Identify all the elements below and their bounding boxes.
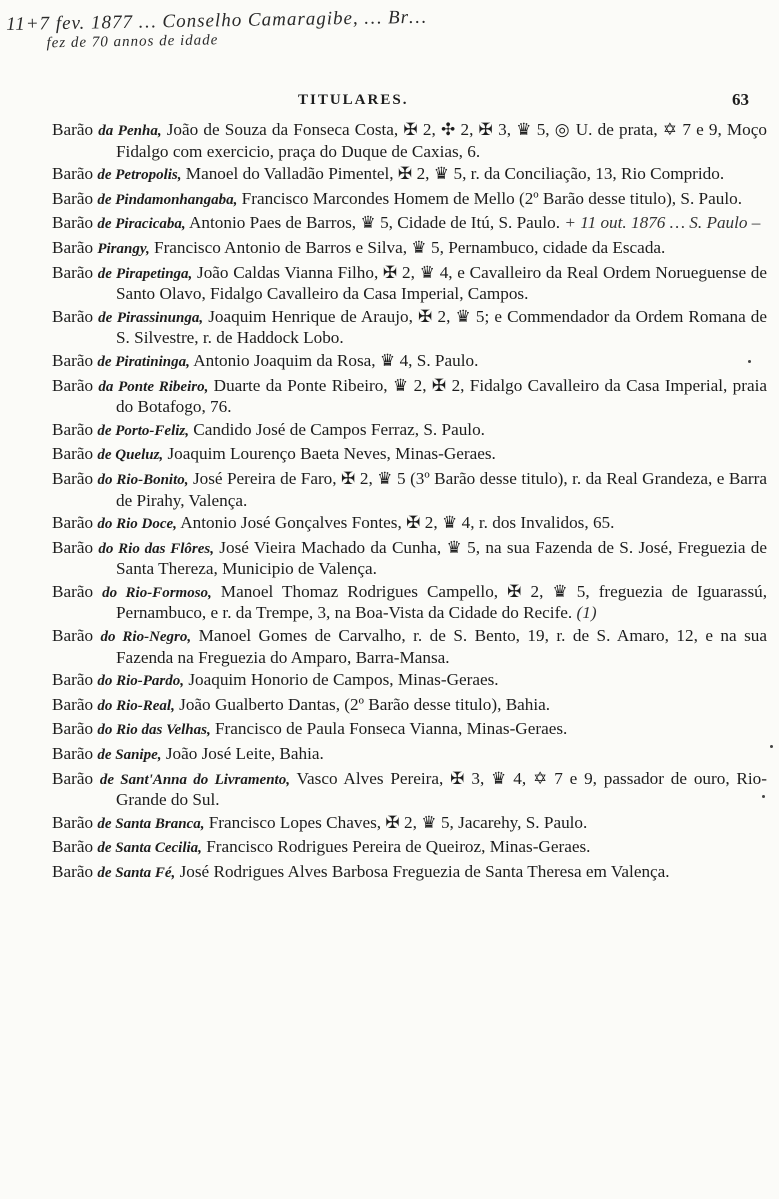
entry-title: de Santa Fé, <box>97 865 176 881</box>
handwritten-line-1: 11+7 fev. 1877 … Conselho Camaragibe, … Br… <box>6 6 428 35</box>
entry-details: Joaquim Henrique de Araujo, ✠ 2, ♛ 5; e Commendador da Ordem Romana de S. Silvestre, r. de Haddock Lobo. <box>116 306 767 348</box>
entry-prefix: Barão <box>52 237 94 257</box>
entry-prefix: Barão <box>52 581 94 601</box>
entry-details: Vasco Alves Pereira, ✠ 3, ♛ 4, ✡ 7 e 9, passador de ouro, Rio-Grande do Sul. <box>116 768 767 810</box>
entry-prefix: Barão <box>52 744 94 764</box>
entry <box>52 582 767 623</box>
entry-title: de Petropolis, <box>97 167 182 184</box>
entry-prefix: Barão <box>52 375 94 395</box>
entry-details: Francisco Marcondes Homem de Mello (2º Barão desse titulo), S. Paulo. <box>237 188 742 208</box>
entry-title: de Pindamonhangaba, <box>97 191 238 208</box>
entry-title: do Rio-Bonito, <box>97 471 189 488</box>
entry-details: Joaquim Lourenço Baeta Neves, Minas-Geraes. <box>163 444 496 464</box>
entry-details: Manoel do Valladão Pimentel, ✠ 2, ♛ 5, r. da Conciliação, 13, Rio Comprido. <box>181 164 725 184</box>
entry-details: José Pereira de Faro, ✠ 2, ♛ 5 (3º Barão desse titulo), r. da Real Grandeza, e Barra de Pirahy, Valença. <box>116 468 768 510</box>
entry-prefix: Barão <box>52 164 94 184</box>
entry-title: do Rio-Real, <box>97 697 175 714</box>
entry <box>52 813 767 835</box>
entry <box>52 189 767 211</box>
entry-prefix: Barão <box>52 812 94 832</box>
speck <box>748 360 751 363</box>
entry-prefix: Barão <box>52 719 94 739</box>
entry-details: José Rodrigues Alves Barbosa Freguezia de Santa Theresa em Valença. <box>175 862 670 881</box>
entry-prefix: Barão <box>52 306 94 326</box>
entry-details: João José Leite, Bahia. <box>161 744 324 764</box>
entry-details: Manoel Thomaz Rodrigues Campello, ✠ 2, ♛ 5, freguezia de Iguarassú, Pernambuco, e r. da Trempe, 3, na Boa-Vista da Cidade do Recife. <box>116 581 768 623</box>
entry <box>52 263 767 304</box>
entry-details: Antonio José Gonçalves Fontes, ✠ 2, ♛ 4, r. dos Invalidos, 65. <box>176 513 615 533</box>
entry-details: João Caldas Vianna Filho, ✠ 2, ♛ 4, e Cavalleiro da Real Ordem Norueguense de Santo Olavo, Fidalgo Cavalleiro da Casa Imperial, Campos. <box>116 262 767 304</box>
entry-prefix: Barão <box>52 262 94 282</box>
entry-prefix: Barão <box>52 768 94 788</box>
entry-title: de Sanipe, <box>97 747 162 764</box>
entry-details: Francisco Antonio de Barros e Silva, ♛ 5, Pernambuco, cidade da Escada. <box>149 237 666 257</box>
handwritten-note: + 11 out. 1876 … S. Paulo – <box>560 213 761 233</box>
entry-prefix: Barão <box>52 862 94 881</box>
entry-details: José Vieira Machado da Cunha, ♛ 5, na sua Fazenda de S. José, Freguezia de Santa Thereza, Municipio de Valença. <box>116 537 767 579</box>
handwritten-annotation <box>6 1 766 52</box>
entry <box>52 420 767 442</box>
entry <box>52 238 767 260</box>
entry <box>52 626 767 667</box>
entry-prefix: Barão <box>52 120 94 139</box>
entry-details: Candido José de Campos Ferraz, S. Paulo. <box>189 419 485 439</box>
entry-title: de Pirapetinga, <box>97 265 193 282</box>
entry-details: Antonio Paes de Barros, ♛ 5, Cidade de Itú, S. Paulo. <box>185 213 561 233</box>
entry-details: Manoel Gomes de Carvalho, r. de S. Bento, 19, r. de S. Amaro, 12, e na sua Fazenda na Freguezia do Amparo, Barra-Mansa. <box>116 626 767 667</box>
entry-title: de Sant'Anna do Livramento, <box>99 771 290 788</box>
entry <box>52 307 767 348</box>
entry <box>52 164 767 186</box>
entry-details: Francisco Rodrigues Pereira de Queiroz, Minas-Geraes. <box>201 837 591 857</box>
entry-prefix: Barão <box>52 670 94 690</box>
entry-details: Joaquim Honorio de Campos, Minas-Geraes. <box>184 670 499 690</box>
entry-title: do Rio das Velhas, <box>97 722 211 739</box>
entry-title: de Santa Branca, <box>97 815 205 832</box>
entry-details: Duarte da Ponte Ribeiro, ♛ 2, ✠ 2, Fidalgo Cavalleiro da Casa Imperial, praia do Botafogo, 76. <box>116 375 768 417</box>
page-number: 63 <box>732 90 749 109</box>
entry <box>52 351 767 373</box>
entry-title: de Piracicaba, <box>97 216 186 233</box>
entry-title: da Penha, <box>98 123 162 139</box>
entry-prefix: Barão <box>52 468 94 488</box>
entry <box>52 862 767 884</box>
entry <box>52 719 767 741</box>
entries-list <box>52 120 767 887</box>
entry <box>52 469 767 510</box>
entry-details: Francisco de Paula Fonseca Vianna, Minas-Geraes. <box>210 719 568 739</box>
entry-title: de Queluz, <box>97 447 164 464</box>
entry <box>52 769 767 810</box>
entry-prefix: Barão <box>52 419 94 439</box>
entry-title: do Rio-Negro, <box>100 629 192 646</box>
entry-prefix: Barão <box>52 213 94 233</box>
entry <box>52 695 767 717</box>
entry-details: Antonio Joaquim da Rosa, ♛ 4, S. Paulo. <box>189 350 479 370</box>
entry-title: do Rio-Formoso, <box>102 584 212 601</box>
entry <box>52 513 767 535</box>
handwritten-line-2: fez de 70 annos de idade <box>46 32 219 52</box>
entry-title: de Santa Cecilia, <box>97 840 202 857</box>
entry-title: de Porto-Feliz, <box>97 422 189 439</box>
entry <box>52 213 767 235</box>
entry-prefix: Barão <box>52 350 94 370</box>
entry-title: da Ponte Ribeiro, <box>98 378 209 395</box>
speck <box>762 795 765 798</box>
page-header <box>0 86 779 116</box>
entry-title: Pirangy, <box>97 240 150 257</box>
entry-prefix: Barão <box>52 513 94 533</box>
entry-title: de Piratininga, <box>97 353 190 370</box>
entry-prefix: Barão <box>52 188 94 208</box>
entry <box>52 120 767 161</box>
entry-title: de Pirassinunga, <box>98 309 204 326</box>
entry-details: Francisco Lopes Chaves, ✠ 2, ♛ 5, Jacarehy, S. Paulo. <box>204 812 588 832</box>
entry-title: do Rio-Pardo, <box>97 673 185 690</box>
speck <box>770 745 773 748</box>
entry <box>52 744 767 766</box>
entry-prefix: Barão <box>52 837 94 857</box>
entry <box>52 538 767 579</box>
entry-prefix: Barão <box>52 626 94 646</box>
entry-details: João Gualberto Dantas, (2º Barão desse titulo), Bahia. <box>174 694 551 714</box>
entry <box>52 837 767 859</box>
entry-title: do Rio das Flôres, <box>98 540 214 557</box>
handwritten-note: (1) <box>572 603 597 623</box>
entry <box>52 376 767 417</box>
entry-details: João de Souza da Fonseca Costa, ✠ 2, ✣ 2, ✠ 3, ♛ 5, ◎ U. de prata, ✡ 7 e 9, Moço Fidalgo com exercicio, praça do Duque de Caxias, 6. <box>116 120 767 161</box>
entry-prefix: Barão <box>52 444 94 464</box>
page-title: TITULARES. <box>298 92 409 108</box>
entry-prefix: Barão <box>52 537 94 557</box>
entry <box>52 670 767 692</box>
entry-title: do Rio Doce, <box>97 516 177 533</box>
entry <box>52 444 767 466</box>
entry-prefix: Barão <box>52 694 94 714</box>
